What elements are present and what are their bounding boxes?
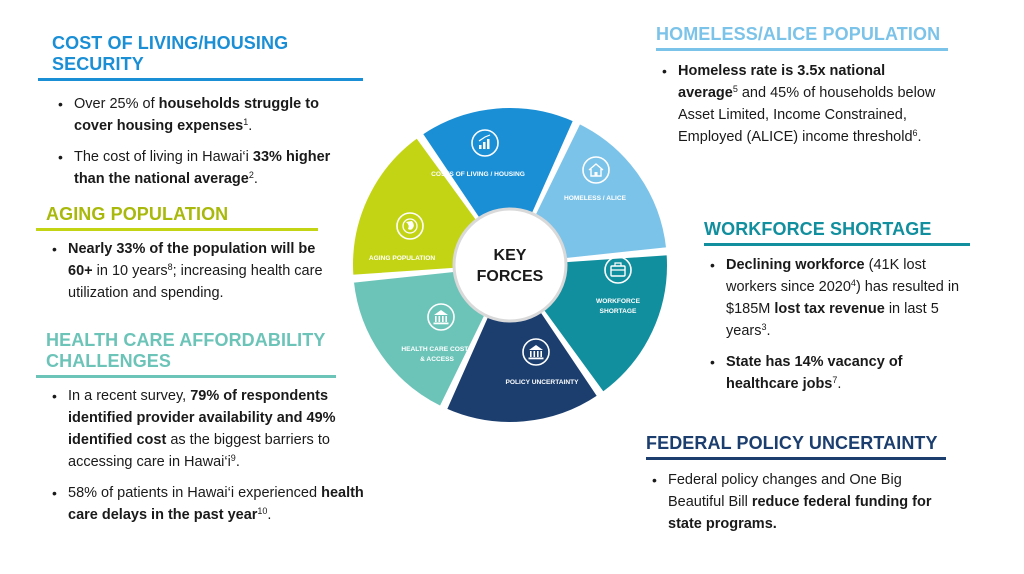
homeless-title: HOMELESS/ALICE POPULATION xyxy=(656,24,941,44)
aging-section xyxy=(46,204,336,313)
homeless-rule xyxy=(656,48,948,51)
list-item: • Federal policy changes and One Big Beautiful Bill reduce federal funding for state programs. xyxy=(646,469,946,535)
key-forces-wheel xyxy=(350,100,670,430)
segment-label-aging: AGING POPULATION xyxy=(368,255,436,262)
segment-label-workforce-line1: WORKFORCE xyxy=(596,298,640,305)
list-item: • State has 14% vacancy of healthcare jobs$^7$. xyxy=(704,351,979,395)
cost-of-living-title: COST OF LIVING/HOUSING SECURITY xyxy=(52,33,289,74)
list-item: • Declining workforce (41K lost workers since 2020$^4$) has resulted in $185M lost tax revenue in last 5 years$^3$. xyxy=(704,254,979,342)
list-item: • Nearly 33% of the population will be 60+ in 10 years$^8$; increasing health care utilization and spending. xyxy=(46,238,331,304)
aging-bullets xyxy=(46,238,331,304)
federal-section xyxy=(646,433,956,544)
affordability-section xyxy=(46,330,376,535)
workforce-section xyxy=(704,219,984,404)
cost-of-living-section xyxy=(52,33,364,199)
federal-title: FEDERAL POLICY UNCERTAINTY xyxy=(646,433,938,453)
affordability-title: HEALTH CARE AFFORDABILITY CHALLENGES xyxy=(46,330,326,371)
center-title-line2: FORCES xyxy=(476,268,544,285)
segment-label-healthcare-line1: HEALTH CARE COSTS xyxy=(401,346,473,353)
cost-of-living-rule xyxy=(38,78,363,81)
center-circle xyxy=(454,209,566,321)
segment-label-homeless: HOMELESS / ALICE xyxy=(563,195,627,202)
aging-title: AGING POPULATION xyxy=(46,204,229,224)
segment-label-workforce-line2: SHORTAGE xyxy=(599,308,637,315)
cost-of-living-bullets xyxy=(52,93,352,190)
list-item: • Over 25% of households struggle to cover housing expenses$^1$. xyxy=(52,93,352,137)
segment-label-healthcare-line2: & ACCESS xyxy=(420,356,454,363)
workforce-bullets xyxy=(704,254,979,395)
list-item: • In a recent survey, 79% of respondents identified provider availability and 49% identified cost as the biggest barriers to accessing care in $Hawai‘i^9$. xyxy=(46,385,366,473)
segment-label-costs: COSTS OF LIVING / HOUSING xyxy=(431,171,525,178)
federal-rule xyxy=(646,457,946,460)
homeless-section xyxy=(656,24,956,157)
list-item: • Homeless rate is 3.5x national average$^5$ and 45% of households below Asset Limited, Income Constrained, Employed (ALICE) income threshold$^6$. xyxy=(656,60,936,148)
affordability-bullets xyxy=(46,385,366,526)
aging-rule xyxy=(36,228,318,231)
federal-bullets xyxy=(646,469,946,535)
segment-label-policy: POLICY UNCERTAINTY xyxy=(505,379,579,386)
affordability-rule xyxy=(36,375,336,378)
homeless-bullets xyxy=(656,60,936,148)
list-item: • The cost of living in Hawai‘i 33% higher than the national average$^2$. xyxy=(52,146,352,190)
list-item: • 58% of patients in Hawai‘i experienced health care delays in the past year$^{10}$. xyxy=(46,482,366,526)
workforce-title: WORKFORCE SHORTAGE xyxy=(704,219,932,239)
workforce-rule xyxy=(704,243,970,246)
center-title-line1: KEY xyxy=(493,247,527,264)
